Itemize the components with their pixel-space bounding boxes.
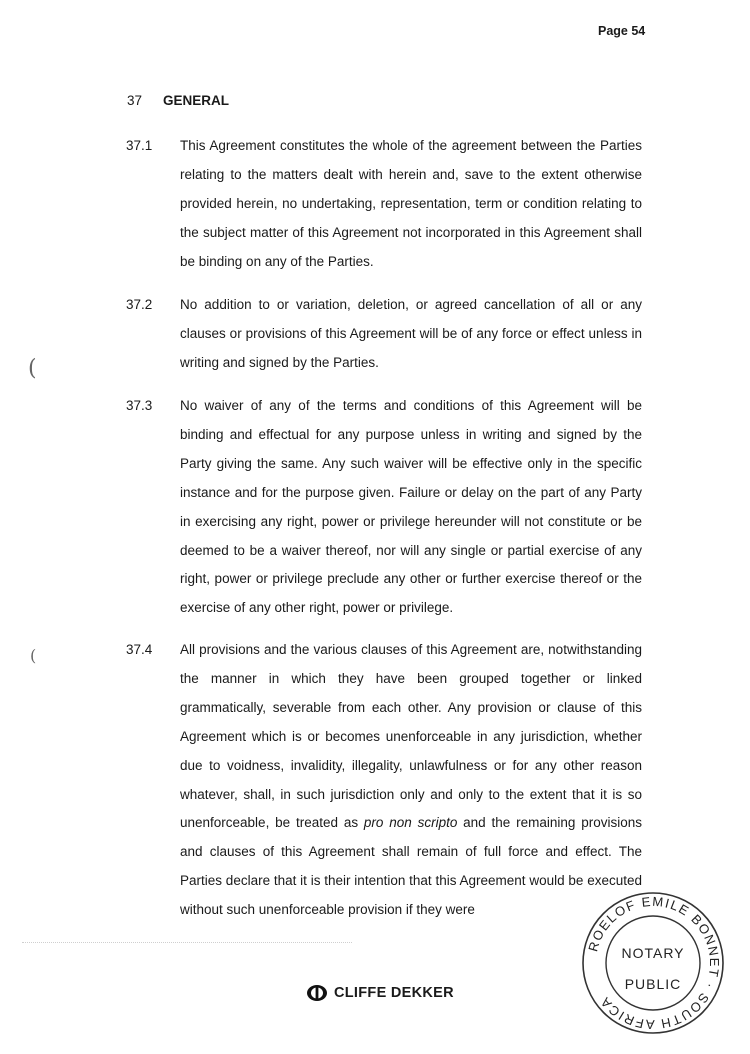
footer-logo xyxy=(306,984,454,1002)
footer-brand: CLIFFE DEKKER xyxy=(334,985,454,1001)
margin-scan-mark: ( xyxy=(28,356,37,381)
margin-scan-mark: ( xyxy=(30,646,37,665)
section-number: 37 xyxy=(127,93,143,108)
clause-text-part: and the remaining provisions and clauses of this Agreement shall remain of full force and effect. The Parties declare that it is their intention that this Agreement would be executed without such unenforceable provision if they were xyxy=(180,815,642,918)
cliffe-dekker-logo-icon xyxy=(306,984,328,1002)
notary-seal xyxy=(578,888,728,1038)
clause-number: 37.3 xyxy=(126,398,153,413)
clause-number: 37.1 xyxy=(126,138,153,153)
seal-line-public: PUBLIC xyxy=(624,976,682,992)
scan-artifact-line xyxy=(22,942,352,943)
clause xyxy=(126,132,646,277)
clause-number: 37.4 xyxy=(126,642,153,657)
section-heading xyxy=(127,93,229,108)
clause xyxy=(126,392,646,623)
section-title: GENERAL xyxy=(163,93,230,108)
seal-ring-text: ROELOF EMILE BONNET · SOUTH AFRICA xyxy=(585,893,723,1033)
clause xyxy=(126,636,646,925)
clause-text: No waiver of any of the terms and conditions of this Agreement will be binding and effectual for any purpose unless in writing and signed by the Party giving the same. Any such waiver will be effective only in the specific instance and for the purpose given. Failure or delay on the part of any Party in exercising any right, power or privilege hereunder will not constitute or be deemed to be a waiver thereof, nor will any single or partial exercise of any right, power or privilege preclude any other or further exercise thereof or the exercise of any other right, power or privilege. xyxy=(180,398,642,616)
page-number: Page 54 xyxy=(598,24,646,38)
clause-text-italic: pro non scripto xyxy=(363,815,458,831)
clause xyxy=(126,291,646,378)
clause-text xyxy=(180,636,642,925)
seal-line-notary: NOTARY xyxy=(621,945,685,961)
clause-text: No addition to or variation, deletion, or agreed cancellation of all or any clauses or provisions of this Agreement will be of any force or effect unless in writing and signed by the Parties. xyxy=(180,297,642,370)
clause-text-part: All provisions and the various clauses of this Agreement are, notwithstanding the manner in which they have been grouped together or linked grammatically, severable from each other. Any provision or clause of this Agreement which is or becomes unenforceable in any jurisdiction, whether due to voidness, invalidity, illegality, unlawfulness or for any other reason whatever, shall, in such jurisdiction only and only to the extent that it is so unenforceable, be treated as xyxy=(180,642,642,831)
clause-number: 37.2 xyxy=(126,297,153,312)
clause-text: This Agreement constitutes the whole of the agreement between the Parties relating to the matters dealt with herein and, save to the extent otherwise provided herein, no undertaking, representation, term or condition relating to the subject matter of this Agreement not incorporated in this Agreement shall be binding on any of the Parties. xyxy=(180,138,642,269)
